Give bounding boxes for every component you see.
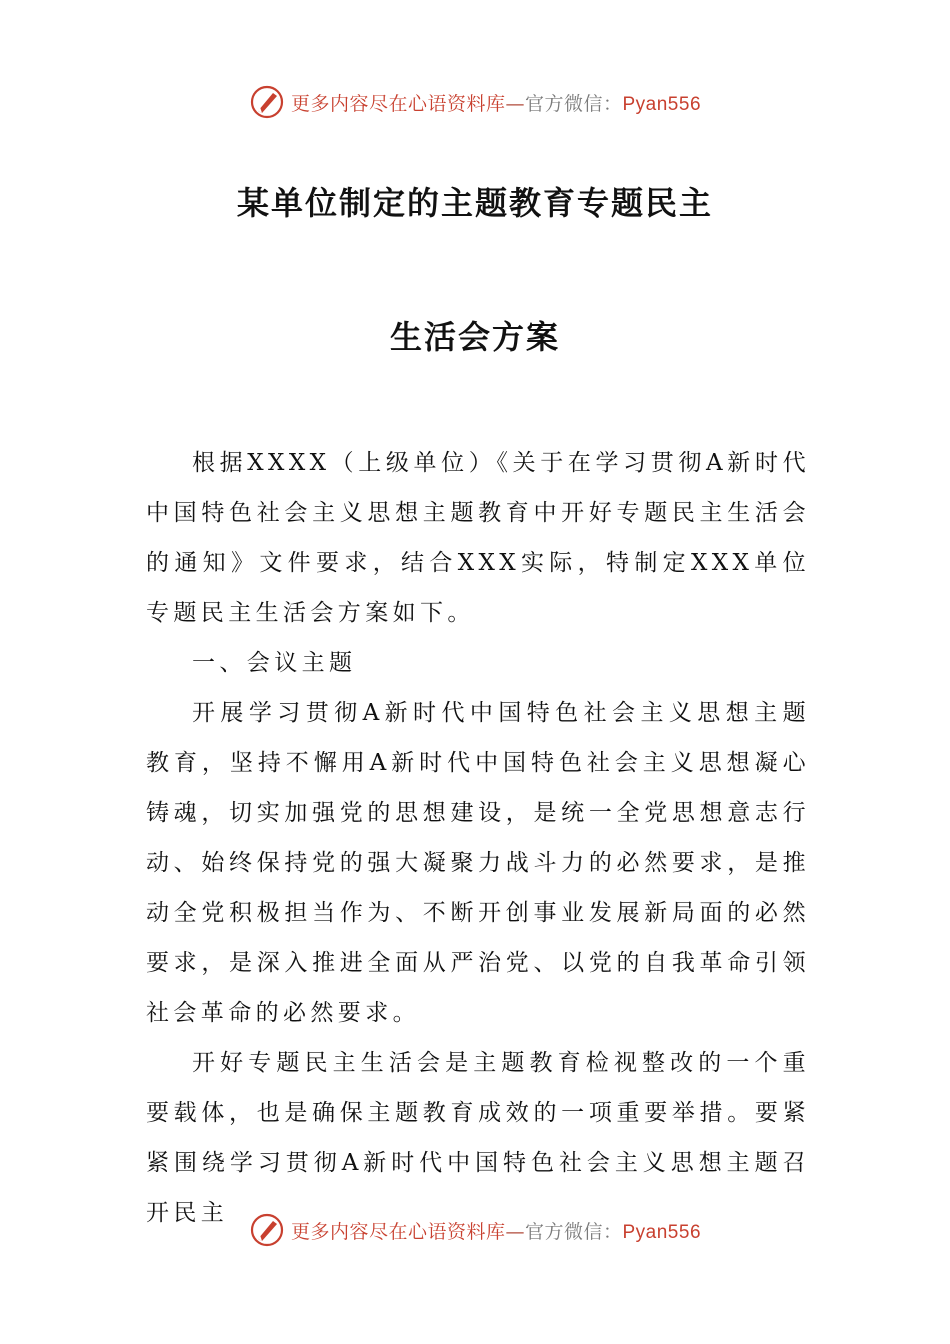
watermark-separator: —: [505, 1220, 525, 1243]
watermark-wechat-id: Pyan556: [622, 93, 702, 115]
watermark-wechat-id: Pyan556: [622, 1221, 702, 1243]
document-title-line-2: 生活会方案: [389, 318, 560, 356]
watermark-brand: 更多内容尽在心语资料库: [290, 92, 506, 115]
watermark-official: 官方微信：: [524, 92, 623, 115]
watermark-text: [291, 1217, 701, 1244]
watermark-text: [291, 89, 701, 116]
watermark-header: [0, 82, 950, 122]
watermark-footer: [0, 1210, 950, 1250]
document-title-line-1: 某单位制定的主题教育专题民主: [236, 184, 713, 222]
watermark-official: 官方微信：: [524, 1220, 623, 1243]
paragraph-meeting-purpose: 开好专题民主生活会是主题教育检视整改的一个重要载体，也是确保主题教育成效的一项重要举措。要紧紧围绕学习贯彻A新时代中国特色社会主义思想主题召开民主: [146, 1050, 810, 1226]
pen-logo-icon: [249, 1212, 285, 1248]
pen-logo-icon: [249, 84, 285, 120]
paragraph-theme-body: 开展学习贯彻A新时代中国特色社会主义思想主题教育，坚持不懈用A新时代中国特色社会主义思想凝心铸魂，切实加强党的思想建设，是统一全党思想意志行动、始终保持党的强大凝聚力战斗力的必然要求，是推动全党积极担当作为、不断开创事业发展新局面的必然要求，是深入推进全面从严治党、以党的自我革命引领社会革命的必然要求。: [146, 700, 810, 1026]
section-heading-meeting-theme: 一、会议主题: [192, 650, 357, 676]
paragraph-intro: 根据XXXX（上级单位）《关于在学习贯彻A新时代中国特色社会主义思想主题教育中开好专题民主生活会的通知》文件要求，结合XXX实际，特制定XXX单位专题民主生活会方案如下。: [146, 450, 810, 626]
watermark-brand: 更多内容尽在心语资料库: [290, 1220, 506, 1243]
watermark-separator: —: [505, 92, 525, 115]
document-body: [146, 438, 810, 1238]
